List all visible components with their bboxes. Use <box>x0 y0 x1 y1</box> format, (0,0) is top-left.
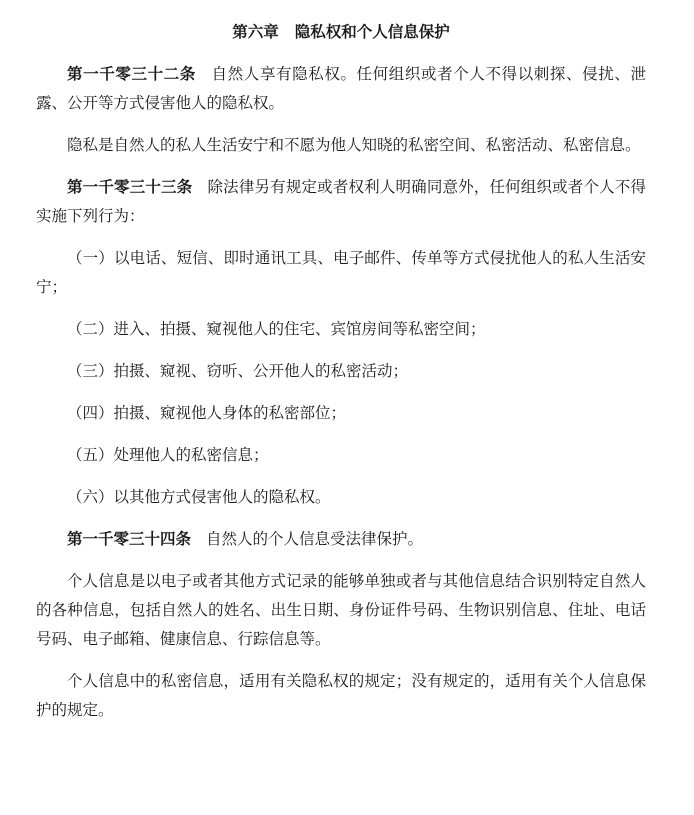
article-1034-number: 第一千零三十四条 <box>67 530 192 548</box>
article-1034-para-1 <box>36 525 646 554</box>
article-1034-para-2: 个人信息是以电子或者其他方式记录的能够单独或者与其他信息结合识别特定自然人的各种信息，包括自然人的姓名、出生日期、身份证件号码、生物识别信息、住址、电话号码、电子邮箱、健康信息、行踪信息等。 <box>36 572 646 648</box>
article-1032-number: 第一千零三十二条 <box>67 65 196 83</box>
article-1033-item-1: （一）以电话、短信、即时通讯工具、电子邮件、传单等方式侵扰他人的私人生活安宁； <box>36 249 646 296</box>
article-1033-item-3: （三）拍摄、窥视、窃听、公开他人的私密活动； <box>67 362 409 380</box>
article-1033-item-4: （四）拍摄、窥视他人身体的私密部位； <box>67 404 347 422</box>
article-1033-text-1: 除法律另有规定或者权利人明确同意外，任何组织或者个人不得实施下列行为： <box>36 178 646 225</box>
article-1033-item-2: （二）进入、拍摄、窥视他人的住宅、宾馆房间等私密空间； <box>67 320 486 338</box>
article-1033-para-1 <box>36 173 646 231</box>
article-1033-number: 第一千零三十三条 <box>67 178 193 196</box>
chapter-name: 隐私权和个人信息保护 <box>294 23 450 41</box>
article-1033-item-6: （六）以其他方式侵害他人的隐私权。 <box>67 488 331 506</box>
article-1032-text-1: 自然人享有隐私权。任何组织或者个人不得以刺探、侵扰、泄露、公开等方式侵害他人的隐私权。 <box>36 65 646 112</box>
article-1034-text-1: 自然人的个人信息受法律保护。 <box>206 530 424 548</box>
chapter-title <box>36 18 646 46</box>
article-1034-para-3: 个人信息中的私密信息，适用有关隐私权的规定；没有规定的，适用有关个人信息保护的规定。 <box>36 672 646 719</box>
chapter-number: 第六章 <box>232 23 279 41</box>
article-1032-para-2: 隐私是自然人的私人生活安宁和不愿为他人知晓的私密空间、私密活动、私密信息。 <box>67 136 641 154</box>
article-1032-para-1 <box>36 60 646 118</box>
document-page <box>36 18 646 738</box>
article-1033-item-5: （五）处理他人的私密信息； <box>67 446 269 464</box>
